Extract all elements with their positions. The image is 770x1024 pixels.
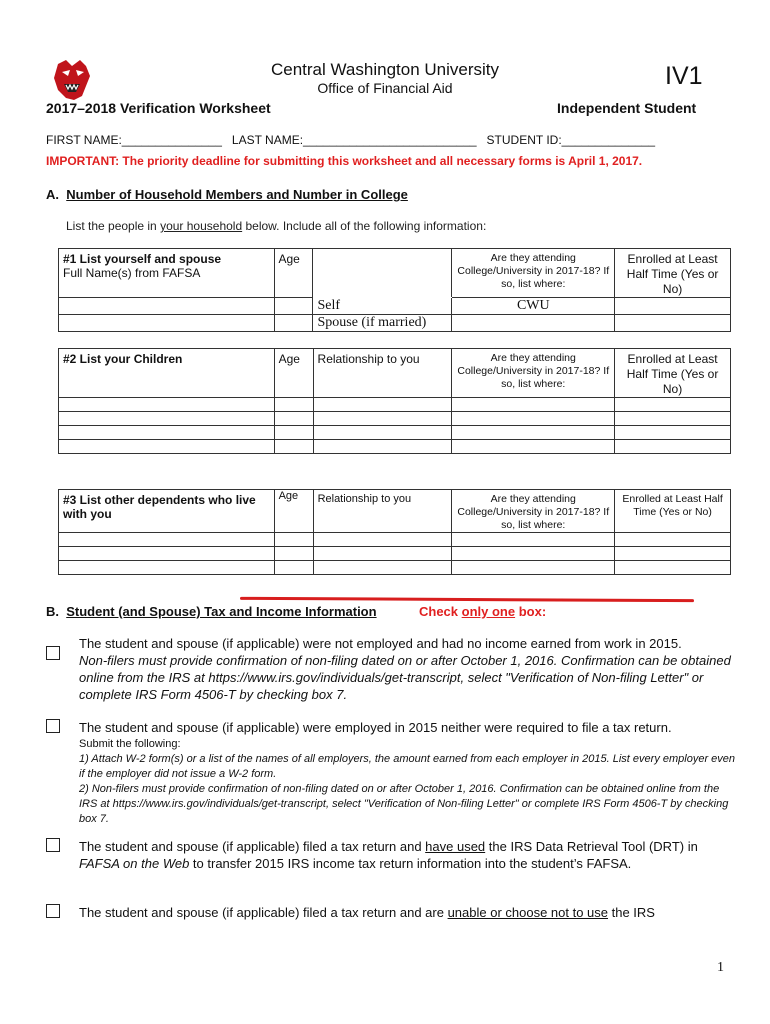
table3-header-name: #3 List other dependents who live with you <box>59 490 275 533</box>
option2-submit: Submit the following: <box>79 738 181 750</box>
table1-cell[interactable] <box>615 298 731 315</box>
table-row[interactable] <box>59 398 731 412</box>
table1-self-label: Self <box>313 298 452 315</box>
option4-post: the IRS <box>608 905 655 920</box>
worksheet-title: 2017–2018 Verification Worksheet <box>46 100 271 116</box>
table2-header-relationship: Relationship to you <box>313 349 452 398</box>
option-not-employed <box>79 635 739 703</box>
table-row[interactable] <box>59 561 731 575</box>
table1-cell[interactable] <box>59 315 275 332</box>
table1-cell[interactable] <box>615 315 731 332</box>
option2-item1: 1) Attach W-2 form(s) or a list of the names of all employers, the amount earned from each employer in 2015. List every employer even if the employer did not issue a W-2 form. <box>79 753 736 780</box>
table3-header-age: Age <box>274 490 313 533</box>
office-name: Office of Financial Aid <box>317 80 453 96</box>
table1-cell[interactable] <box>452 315 615 332</box>
section-b-heading <box>46 604 377 619</box>
table2-header-attending: Are they attending College/University in 2017-18? If so, list where: <box>452 349 615 398</box>
check-pre: Check <box>419 604 462 619</box>
table3-header-relationship: Relationship to you <box>313 490 452 533</box>
option3-underlined: have used <box>425 839 486 854</box>
checkbox-not-employed[interactable] <box>46 646 60 660</box>
option4-underlined: unable or choose not to use <box>447 905 609 920</box>
table1-header-sub: Full Name(s) from FAFSA <box>63 266 201 280</box>
option3-mid: the IRS Data Retrieval Tool (DRT) in <box>485 839 698 854</box>
household-table-children <box>58 348 731 454</box>
checkbox-used-drt[interactable] <box>46 838 60 852</box>
table-row[interactable] <box>59 533 731 547</box>
table3-header-enrolled: Enrolled at Least Half Time (Yes or No) <box>615 490 731 533</box>
checkbox-employed-no-return[interactable] <box>46 719 60 733</box>
page-number: 1 <box>717 960 724 975</box>
option-unable-drt <box>79 904 739 921</box>
student-id-line[interactable]: FIRST NAME:_______________ LAST NAME:__________________________ STUDENT ID:______________ <box>46 133 656 147</box>
option4-pre: The student and spouse (if applicable) filed a tax return and are <box>79 905 448 920</box>
table-row[interactable] <box>59 440 731 454</box>
table1-header-name <box>59 249 275 298</box>
option3-pre: The student and spouse (if applicable) filed a tax return and <box>79 839 426 854</box>
option3-post: to transfer 2015 IRS income tax return information into the student’s FAFSA. <box>189 856 632 871</box>
intro-underlined: your household <box>160 219 243 233</box>
section-a-heading <box>46 187 408 202</box>
red-divider-line <box>240 597 694 602</box>
option1-main: The student and spouse (if applicable) were not employed and had no income earned from work in 2015. <box>79 636 682 651</box>
household-table-yourself <box>58 248 731 332</box>
student-type: Independent Student <box>557 100 697 116</box>
check-post: box: <box>515 604 547 619</box>
table1-spouse-label: Spouse (if married) <box>313 315 452 332</box>
option2-details <box>79 737 739 827</box>
section-a-intro <box>66 219 486 233</box>
table1-header-blank <box>313 249 452 298</box>
intro-pre: List the people in <box>66 219 161 233</box>
table1-cell[interactable] <box>59 298 275 315</box>
household-table-dependents <box>58 489 731 575</box>
table1-cell[interactable] <box>274 298 313 315</box>
table-row[interactable] <box>59 426 731 440</box>
section-b-title: Student (and Spouse) Tax and Income Information <box>66 604 377 619</box>
university-name: Central Washington University <box>270 60 499 79</box>
intro-post: below. Include all of the following information: <box>242 219 487 233</box>
check-one-instruction <box>419 604 546 619</box>
check-underlined: only one <box>461 604 516 619</box>
table1-header-age: Age <box>274 249 313 298</box>
table2-header-enrolled: Enrolled at Least Half Time (Yes or No) <box>615 349 731 398</box>
option2-item2: 2) Non-filers must provide confirmation of non-filing dated on or after October 1, 2016. Confirmation can be obtained online from the IRS at https://www.irs.gov/individuals/get-transcript, select "Verification of Non-filing Letter" or complete IRS Form 4506-T by checking box 7. <box>79 783 729 825</box>
option-used-drt <box>79 838 739 872</box>
table2-header-name: #2 List your Children <box>59 349 275 398</box>
important-notice: IMPORTANT: The priority deadline for submitting this worksheet and all necessary forms is April 1, 2017. <box>46 154 643 168</box>
option2-main: The student and spouse (if applicable) were employed in 2015 neither were required to file a tax return. <box>79 720 672 735</box>
option3-italic: FAFSA on the Web <box>79 856 190 871</box>
section-a-letter: A. <box>46 187 59 202</box>
table-row[interactable] <box>59 547 731 561</box>
table1-header-attending: Are they attending College/University in 2017-18? If so, list where: <box>452 249 615 298</box>
table1-self-school: CWU <box>452 298 615 315</box>
table1-cell[interactable] <box>274 315 313 332</box>
form-code: IV1 <box>665 62 703 90</box>
table1-header-enrolled: Enrolled at Least Half Time (Yes or No) <box>615 249 731 298</box>
option1-italic: Non-filers must provide confirmation of non-filing dated on or after October 1, 2016. Confirmation can be obtained online from the IRS at https://www.irs.gov/individuals/get-transcript, select "Verification of Non-filing Letter" or complete IRS Form 4506-T by checking box 7. <box>79 653 731 702</box>
checkbox-unable-drt[interactable] <box>46 904 60 918</box>
table2-header-age: Age <box>274 349 313 398</box>
section-b-letter: B. <box>46 604 59 619</box>
table1-header-bold: #1 List yourself and spouse <box>63 252 222 266</box>
table-row[interactable] <box>59 412 731 426</box>
table3-header-attending: Are they attending College/University in 2017-18? If so, list where: <box>452 490 615 533</box>
section-a-title: Number of Household Members and Number in College <box>66 187 408 202</box>
